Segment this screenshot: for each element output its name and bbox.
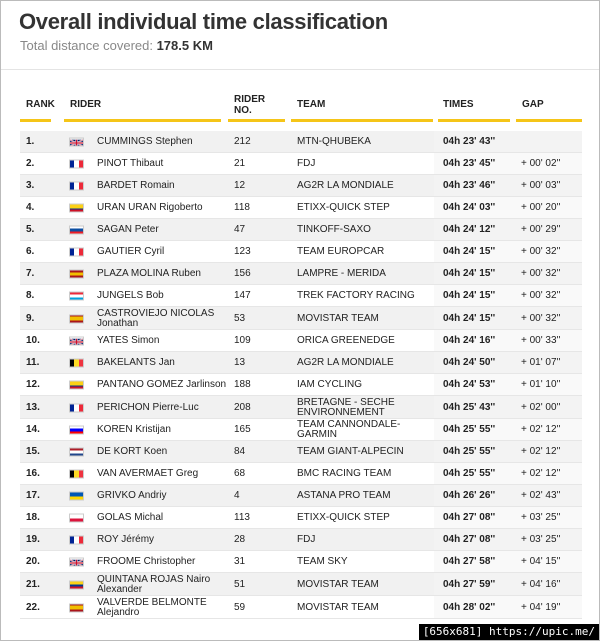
rider-number-cell: 84 bbox=[234, 446, 246, 457]
team-cell: TEAM CANNONDALE-GARMIN bbox=[297, 419, 401, 440]
gap-cell: + 04' 16'' bbox=[521, 578, 561, 590]
rider-number-cell: 123 bbox=[234, 246, 251, 257]
time-cell: 04h 26' 26'' bbox=[443, 490, 496, 501]
team-cell: FDJ bbox=[297, 534, 316, 545]
col-rider-no bbox=[234, 94, 265, 116]
row-separator bbox=[20, 618, 582, 619]
rider-number-cell: 31 bbox=[234, 556, 246, 567]
be-flag-icon bbox=[69, 359, 84, 368]
team-cell: TEAM EUROPCAR bbox=[297, 246, 385, 257]
table-row bbox=[20, 485, 582, 507]
col-team: TEAM bbox=[297, 99, 326, 110]
gap-cell: + 01' 07'' bbox=[521, 357, 561, 368]
fr-flag-icon bbox=[69, 248, 84, 257]
col-times-underline bbox=[438, 119, 510, 122]
be-flag-icon bbox=[69, 470, 84, 479]
gap-cell: + 02' 12'' bbox=[521, 446, 561, 457]
fr-flag-icon bbox=[69, 182, 84, 191]
gap-cell: + 02' 12'' bbox=[521, 424, 561, 435]
classification-table-body bbox=[20, 131, 582, 619]
table-row bbox=[20, 241, 582, 263]
table-row bbox=[20, 330, 582, 352]
table-row bbox=[20, 263, 582, 285]
table-row bbox=[20, 463, 582, 485]
time-cell: 04h 24' 53'' bbox=[443, 379, 496, 390]
time-cell: 04h 27' 08'' bbox=[443, 512, 496, 523]
rider-name-cell: CASTROVIEJO NICOLAS Jonathan bbox=[97, 307, 215, 329]
sk-flag-icon bbox=[69, 226, 84, 235]
table-row bbox=[20, 396, 582, 419]
time-cell: 04h 23' 43'' bbox=[443, 136, 496, 147]
team-cell: MOVISTAR TEAM bbox=[297, 578, 379, 590]
rider-number-cell: 13 bbox=[234, 357, 246, 368]
es-flag-icon bbox=[69, 270, 84, 279]
co-flag-icon bbox=[69, 580, 84, 589]
rider-number-cell: 28 bbox=[234, 534, 246, 545]
rank-cell: 17. bbox=[26, 490, 40, 501]
team-cell: ETIXX-QUICK STEP bbox=[297, 512, 390, 523]
rank-cell: 21. bbox=[26, 578, 40, 590]
rider-name-cell: GAUTIER Cyril bbox=[97, 246, 165, 257]
rider-name-cell: PANTANO GOMEZ Jarlinson bbox=[97, 379, 227, 390]
gap-cell: + 03' 25'' bbox=[521, 534, 561, 545]
time-cell: 04h 25' 43'' bbox=[443, 401, 496, 413]
rider-name-cell: BARDET Romain bbox=[97, 180, 175, 191]
table-header bbox=[20, 91, 582, 123]
rank-cell: 6. bbox=[26, 246, 35, 257]
time-cell: 04h 25' 55'' bbox=[443, 446, 496, 457]
rank-cell: 4. bbox=[26, 202, 35, 213]
rider-number-cell: 47 bbox=[234, 224, 246, 235]
table-row bbox=[20, 441, 582, 463]
gb-flag-icon bbox=[69, 138, 84, 147]
table-row bbox=[20, 529, 582, 551]
rider-number-cell: 53 bbox=[234, 312, 246, 324]
col-rank: RANK bbox=[26, 99, 55, 110]
time-cell: 04h 27' 08'' bbox=[443, 534, 496, 545]
rider-number-cell: 147 bbox=[234, 290, 251, 301]
table-row bbox=[20, 175, 582, 197]
rank-cell: 13. bbox=[26, 401, 40, 413]
col-times: TIMES bbox=[443, 99, 474, 110]
rank-cell: 15. bbox=[26, 446, 40, 457]
fr-flag-icon bbox=[69, 160, 84, 169]
gap-cell: + 04' 19'' bbox=[521, 601, 561, 613]
table-row bbox=[20, 573, 582, 596]
rider-number-cell: 156 bbox=[234, 268, 251, 279]
team-cell: MOVISTAR TEAM bbox=[297, 601, 379, 613]
rank-cell: 18. bbox=[26, 512, 40, 523]
team-cell: TEAM GIANT-ALPECIN bbox=[297, 446, 404, 457]
rider-name-cell: FROOME Christopher bbox=[97, 556, 196, 567]
gap-cell: + 00' 32'' bbox=[521, 312, 561, 324]
time-cell: 04h 24' 15'' bbox=[443, 290, 496, 301]
rider-number-cell: 4 bbox=[234, 490, 240, 501]
rank-cell: 11. bbox=[26, 357, 40, 368]
table-row bbox=[20, 596, 582, 619]
rider-number-cell: 68 bbox=[234, 468, 246, 479]
rank-cell: 8. bbox=[26, 290, 35, 301]
rider-number-cell: 21 bbox=[234, 158, 246, 169]
time-cell: 04h 23' 46'' bbox=[443, 180, 496, 191]
gap-cell: + 02' 43'' bbox=[521, 490, 561, 501]
rank-cell: 9. bbox=[26, 312, 35, 324]
col-rider: RIDER bbox=[70, 99, 102, 110]
rider-name-cell: GRIVKO Andriy bbox=[97, 490, 167, 501]
rider-number-cell: 109 bbox=[234, 335, 251, 346]
team-cell: BRETAGNE - SECHE ENVIRONNEMENT bbox=[297, 396, 395, 418]
table-row bbox=[20, 285, 582, 307]
team-cell: TREK FACTORY RACING bbox=[297, 290, 415, 301]
gap-cell: + 00' 32'' bbox=[521, 290, 561, 301]
table-row bbox=[20, 153, 582, 175]
table-row bbox=[20, 131, 582, 153]
col-team-underline bbox=[291, 119, 433, 122]
watermark-footer: [656x681] https://upic.me/ bbox=[419, 624, 599, 640]
rider-name-cell: CUMMINGS Stephen bbox=[97, 136, 193, 147]
team-cell: BMC RACING TEAM bbox=[297, 468, 392, 479]
page-header bbox=[1, 1, 599, 71]
team-cell: ORICA GREENEDGE bbox=[297, 335, 395, 346]
team-cell: LAMPRE - MERIDA bbox=[297, 268, 386, 279]
rank-cell: 19. bbox=[26, 534, 40, 545]
time-cell: 04h 24' 03'' bbox=[443, 202, 496, 213]
fr-flag-icon bbox=[69, 536, 84, 545]
rider-name-cell: PLAZA MOLINA Ruben bbox=[97, 268, 201, 279]
gap-cell: + 00' 29'' bbox=[521, 224, 561, 235]
es-flag-icon bbox=[69, 314, 84, 323]
team-cell: TINKOFF-SAXO bbox=[297, 224, 371, 235]
es-flag-icon bbox=[69, 603, 84, 612]
rider-name-cell: KOREN Kristijan bbox=[97, 424, 171, 435]
rank-cell: 14. bbox=[26, 424, 40, 435]
gap-cell: + 02' 00'' bbox=[521, 401, 561, 413]
rider-name-cell: URAN URAN Rigoberto bbox=[97, 202, 203, 213]
pl-flag-icon bbox=[69, 514, 84, 523]
team-cell: TEAM SKY bbox=[297, 556, 348, 567]
gap-cell: + 00' 03'' bbox=[521, 180, 561, 191]
time-cell: 04h 27' 59'' bbox=[443, 578, 496, 590]
time-cell: 04h 27' 58'' bbox=[443, 556, 496, 567]
gb-flag-icon bbox=[69, 337, 84, 346]
si-flag-icon bbox=[69, 426, 84, 435]
gap-cell: + 04' 15'' bbox=[521, 556, 561, 567]
rank-cell: 10. bbox=[26, 335, 40, 346]
col-rider-underline bbox=[64, 119, 221, 122]
table-row bbox=[20, 507, 582, 529]
page-subtitle bbox=[20, 38, 213, 53]
rider-name-cell: QUINTANA ROJAS Nairo Alexander bbox=[97, 573, 211, 595]
gap-cell: + 00' 33'' bbox=[521, 335, 561, 346]
rider-name-cell: SAGAN Peter bbox=[97, 224, 159, 235]
table-row bbox=[20, 352, 582, 374]
rider-number-cell: 165 bbox=[234, 424, 251, 435]
col-rider-no-line2: NO. bbox=[234, 105, 252, 116]
rank-cell: 5. bbox=[26, 224, 35, 235]
table-row bbox=[20, 551, 582, 573]
rider-number-cell: 113 bbox=[234, 512, 250, 523]
rank-cell: 2. bbox=[26, 158, 35, 169]
rider-name-cell: BAKELANTS Jan bbox=[97, 357, 175, 368]
rider-name-cell: VAN AVERMAET Greg bbox=[97, 468, 199, 479]
team-cell: IAM CYCLING bbox=[297, 379, 363, 390]
rank-cell: 7. bbox=[26, 268, 35, 279]
col-gap-underline bbox=[516, 119, 582, 122]
rider-name-cell: DE KORT Koen bbox=[97, 446, 168, 457]
gap-cell: + 00' 32'' bbox=[521, 268, 561, 279]
time-cell: 04h 25' 55'' bbox=[443, 468, 496, 479]
gap-cell: + 00' 20'' bbox=[521, 202, 561, 213]
team-cell: ASTANA PRO TEAM bbox=[297, 490, 391, 501]
rider-name-cell: JUNGELS Bob bbox=[97, 290, 164, 301]
gb-flag-icon bbox=[69, 558, 84, 567]
rider-name-cell: GOLAS Michal bbox=[97, 512, 164, 523]
gap-cell: + 02' 12'' bbox=[521, 468, 561, 479]
rider-number-cell: 12 bbox=[234, 180, 246, 191]
rank-cell: 3. bbox=[26, 180, 35, 191]
time-cell: 04h 28' 02'' bbox=[443, 601, 496, 613]
time-cell: 04h 24' 50'' bbox=[443, 357, 496, 368]
team-cell: FDJ bbox=[297, 158, 316, 169]
table-row bbox=[20, 307, 582, 330]
rider-name-cell: PERICHON Pierre-Luc bbox=[97, 401, 199, 413]
gap-cell: + 01' 10'' bbox=[521, 379, 561, 390]
col-rider-no-underline bbox=[228, 119, 285, 122]
rider-number-cell: 51 bbox=[234, 578, 246, 590]
col-rank-underline bbox=[20, 119, 51, 122]
col-rider-no-line1: RIDER bbox=[234, 94, 266, 105]
time-cell: 04h 24' 15'' bbox=[443, 312, 496, 324]
rider-name-cell: PINOT Thibaut bbox=[97, 158, 164, 169]
fr-flag-icon bbox=[69, 403, 84, 412]
lu-flag-icon bbox=[69, 292, 84, 301]
team-cell: ETIXX-QUICK STEP bbox=[297, 202, 390, 213]
team-cell: MOVISTAR TEAM bbox=[297, 312, 379, 324]
table-row bbox=[20, 419, 582, 441]
ua-flag-icon bbox=[69, 492, 84, 501]
co-flag-icon bbox=[69, 204, 84, 213]
table-row bbox=[20, 197, 582, 219]
col-gap: GAP bbox=[522, 99, 544, 110]
rank-cell: 22. bbox=[26, 601, 40, 613]
time-cell: 04h 24' 16'' bbox=[443, 335, 496, 346]
header-divider bbox=[1, 69, 599, 70]
distance-label: Total distance covered: bbox=[20, 38, 157, 53]
rider-name-cell: ROY Jérémy bbox=[97, 534, 155, 545]
rider-name-cell: YATES Simon bbox=[97, 335, 160, 346]
rider-number-cell: 59 bbox=[234, 601, 246, 613]
rider-number-cell: 212 bbox=[234, 136, 251, 147]
nl-flag-icon bbox=[69, 448, 84, 457]
co-flag-icon bbox=[69, 381, 84, 390]
team-cell: MTN-QHUBEKA bbox=[297, 136, 371, 147]
time-cell: 04h 24' 12'' bbox=[443, 224, 496, 235]
time-cell: 04h 24' 15'' bbox=[443, 246, 496, 257]
rank-cell: 12. bbox=[26, 379, 40, 390]
team-cell: AG2R LA MONDIALE bbox=[297, 180, 394, 191]
gap-cell: + 00' 32'' bbox=[521, 246, 561, 257]
distance-value: 178.5 KM bbox=[156, 38, 213, 53]
rank-cell: 1. bbox=[26, 136, 35, 147]
time-cell: 04h 24' 15'' bbox=[443, 268, 496, 279]
table-row bbox=[20, 219, 582, 241]
rider-number-cell: 118 bbox=[234, 202, 250, 213]
rank-cell: 20. bbox=[26, 556, 40, 567]
rider-name-cell: VALVERDE BELMONTE Alejandro bbox=[97, 596, 207, 618]
rider-number-cell: 188 bbox=[234, 379, 251, 390]
rank-cell: 16. bbox=[26, 468, 40, 479]
rider-number-cell: 208 bbox=[234, 401, 251, 413]
page-title: Overall individual time classification bbox=[19, 9, 388, 34]
team-cell: AG2R LA MONDIALE bbox=[297, 357, 394, 368]
gap-cell: + 00' 02'' bbox=[521, 158, 561, 169]
time-cell: 04h 23' 45'' bbox=[443, 158, 496, 169]
table-row bbox=[20, 374, 582, 396]
gap-cell: + 03' 25'' bbox=[521, 512, 561, 523]
time-cell: 04h 25' 55'' bbox=[443, 424, 496, 435]
